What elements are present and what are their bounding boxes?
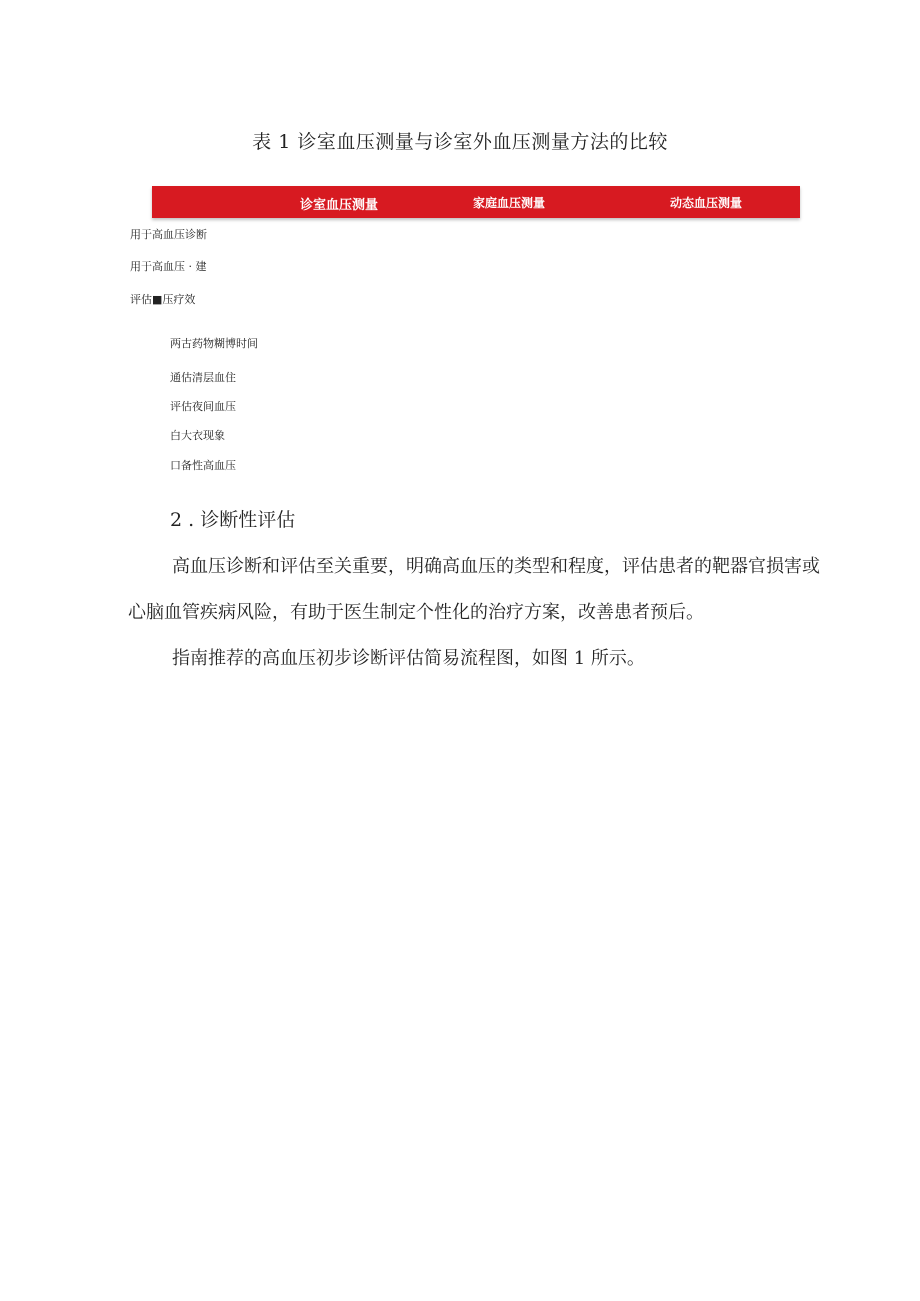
row-label-nocturnal: 评估夜间血压 — [170, 400, 236, 413]
table-caption: 表 1 诊室血压测量与诊室外血压测量方法的比较 — [252, 131, 668, 153]
table-header-bar — [152, 186, 800, 218]
section-heading: 2 . 诊断性评估 — [170, 509, 296, 531]
row-label-white-coat: 白大衣现象 — [170, 429, 225, 442]
row-label-screening: 用于高血压 · 建 — [130, 260, 207, 273]
row-label-morning: 通估清层血住 — [170, 371, 236, 384]
header-home-bp: 家庭血压测量 — [473, 196, 546, 210]
row-label-efficacy: 评估■压疗效 — [130, 293, 196, 306]
paragraph-2: 指南推荐的高血压初步诊断评估简易流程图，如图 1 所示。 — [172, 648, 645, 669]
paragraph-1: 高血压诊断和评估至关重要，明确高血压的类型和程度，评估患者的靶器官损害或心脑血管疾病风险，有助于医生制定个性化的治疗方案，改善患者预后。 — [128, 556, 820, 623]
row-label-masked: 口备性高血压 — [170, 459, 236, 472]
header-office-bp: 诊室血压测量 — [300, 198, 379, 213]
row-label-diagnosis: 用于高血压诊断 — [130, 228, 207, 241]
row-label-drug-time: 两古药物糊博时间 — [170, 337, 258, 350]
header-ambulatory-bp: 动态血压测量 — [670, 196, 743, 210]
